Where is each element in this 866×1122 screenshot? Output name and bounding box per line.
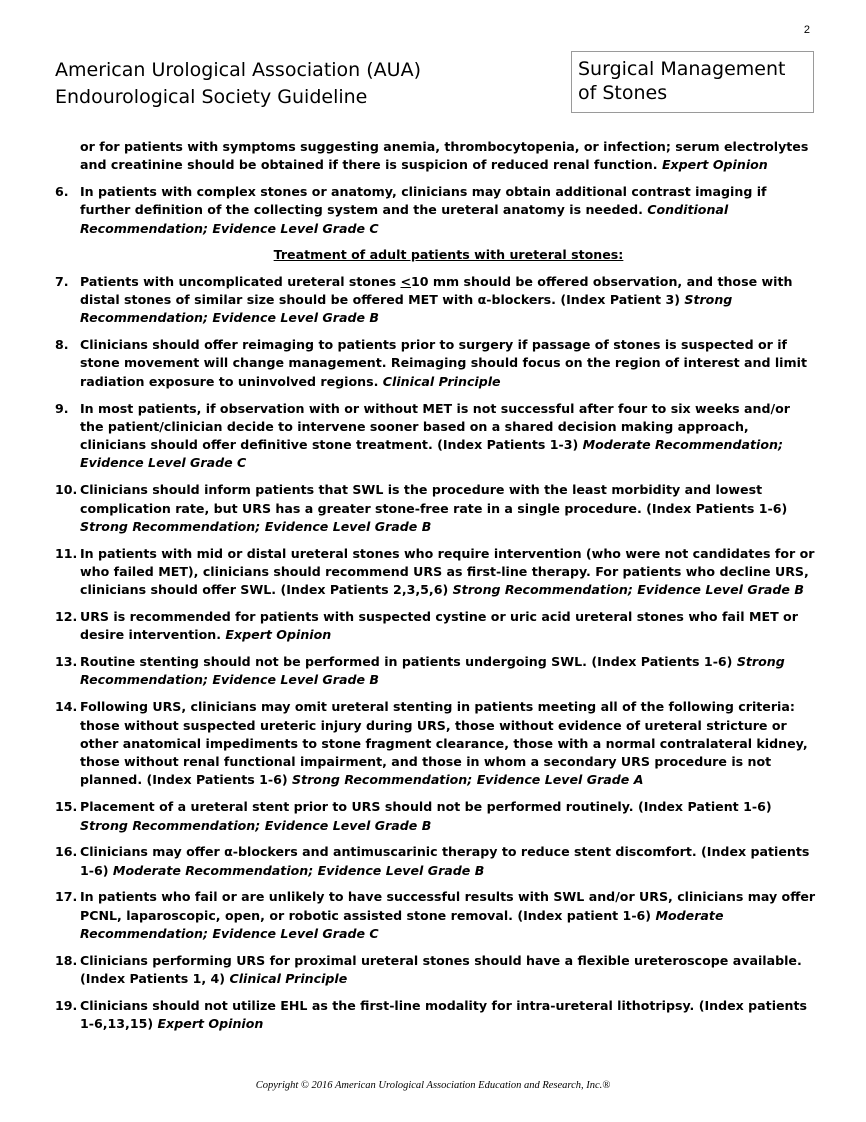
statement-text: Following URS, clinicians may omit ureteral stenting in patients meeting all of the following criteria: those without suspected ureteric injury during URS, those without evidence of ureteral stricture or other anatomical impediments to stone fragment clearance, those with a normal contralateral kidney, those without renal functional impairment, and those in whom a secondary URS procedure is not planned. (Index Patients 1-6) xyxy=(80,699,808,788)
statement-text: In patients who fail or are unlikely to have successful results with SWL and/or URS, clinicians may offer PCNL, laparoscopic, open, or robotic assisted stone removal. (Index patient 1-6) xyxy=(80,889,816,923)
recommendation-level: Moderate Recommendation; Evidence Level Grade C xyxy=(80,907,724,941)
recommendation-level: Clinical Principle xyxy=(382,373,501,389)
statement-text: In most patients, if observation with or without MET is not successful after four to six weeks and/or the patient/clinician decide to intervene sooner based on a shared decision making approach, clinicians should offer definitive stone treatment. (Index Patients 1-3) xyxy=(80,400,790,453)
statement-number: 11. xyxy=(55,545,78,561)
statement-number: 19. xyxy=(55,997,78,1013)
title-line-2: of Stones xyxy=(578,82,668,104)
recommendation-level: Expert Opinion xyxy=(225,627,332,643)
recommendation-level: Strong Recommendation; Evidence Level Grade B xyxy=(80,654,785,688)
recommendation-level: Clinical Principle xyxy=(229,971,348,987)
document-title-box xyxy=(571,51,814,113)
recommendation-level: Moderate Recommendation; Evidence Level Grade B xyxy=(112,862,485,878)
statement-10 xyxy=(55,481,817,536)
recommendation-level: Strong Recommendation; Evidence Level Grade B xyxy=(80,518,432,534)
statement-number: 9. xyxy=(55,400,69,416)
recommendation-level: Expert Opinion xyxy=(661,157,768,173)
recommendation-level: Strong Recommendation; Evidence Level Grade B xyxy=(452,582,804,598)
statement-text: Clinicians should offer reimaging to patients prior to surgery if passage of stones is suspected or if stone movement will change management. Reimaging should focus on the region of interest and limit radiation exposure to uninvolved regions. xyxy=(80,337,807,389)
recommendation-level: Conditional Recommendation; Evidence Level Grade C xyxy=(80,202,729,236)
continued-statement xyxy=(80,138,817,175)
statement-number: 8. xyxy=(55,337,69,353)
statement-19 xyxy=(55,997,817,1034)
statement-list xyxy=(55,336,817,1033)
less-than-or-equal-symbol: < xyxy=(400,273,412,289)
recommendation-level: Expert Opinion xyxy=(157,1016,264,1032)
statement-9 xyxy=(55,400,817,473)
org-line-1: American Urological Association (AUA) xyxy=(55,59,421,81)
statement-text: Clinicians should inform patients that SWL is the procedure with the least morbidity and lowest complication rate, but URS has a greater stone-free rate in a single procedure. (Index Patients 1-6) xyxy=(80,482,788,516)
statement-number: 18. xyxy=(55,952,78,968)
statement-8 xyxy=(55,336,817,391)
statement-14 xyxy=(55,698,817,789)
statement-6 xyxy=(55,183,817,238)
statement-number: 7. xyxy=(55,273,69,289)
org-line-2: Endourological Society Guideline xyxy=(55,86,368,108)
page-number: 2 xyxy=(803,24,810,36)
copyright-footer: Copyright © 2016 American Urological Association Education and Research, Inc.® xyxy=(255,1080,611,1091)
statement-text: In patients with complex stones or anatomy, clinicians may obtain additional contrast imaging if further definition of the collecting system and the ureteral anatomy is needed. xyxy=(80,184,767,218)
recommendation-level: Strong Recommendation; Evidence Level Grade A xyxy=(292,772,644,788)
statement-text: Clinicians may offer α-blockers and antimuscarinic therapy to reduce stent discomfort. (Index patients 1-6) xyxy=(80,844,810,878)
statement-number: 14. xyxy=(55,699,78,715)
title-line-1: Surgical Management xyxy=(578,58,786,80)
recommendation-level: Strong Recommendation; Evidence Level Grade B xyxy=(80,292,733,326)
statement-17 xyxy=(55,888,817,943)
section-heading: Treatment of adult patients with ureteral stones: xyxy=(273,246,624,262)
statement-number: 16. xyxy=(55,844,78,860)
statement-text-pre: Patients with uncomplicated ureteral stones xyxy=(80,273,401,289)
statement-11 xyxy=(55,545,817,600)
statement-text-post: 10 mm should be offered observation, and those with distal stones of similar size should be offered MET with α-blockers. (Index Patient 3) xyxy=(80,273,793,308)
statement-text: Routine stenting should not be performed in patients undergoing SWL. (Index Patients 1-6) xyxy=(80,654,733,670)
statement-text: In patients with mid or distal ureteral stones who require intervention (who were not candidates for or who failed MET), clinicians should recommend URS as first-line therapy. For patients who decline URS, clinicians should offer SWL. (Index Patients 2,3,5,6) xyxy=(80,545,815,598)
statement-number: 10. xyxy=(55,482,78,498)
statement-13 xyxy=(55,653,817,690)
statement-number: 6. xyxy=(55,184,69,200)
recommendation-level: Moderate Recommendation; Evidence Level Grade C xyxy=(80,437,784,471)
guideline-statements xyxy=(55,138,817,1033)
statement-text: or for patients with symptoms suggesting anemia, thrombocytopenia, or infection; serum electrolytes and creatinine should be obtained if there is suspicion of reduced renal function. xyxy=(80,139,809,173)
statement-number: 12. xyxy=(55,609,78,625)
organization-title xyxy=(55,57,421,111)
statement-18 xyxy=(55,952,817,989)
statement-text: Clinicians performing URS for proximal ureteral stones should have a flexible ureteroscope available. (Index Patients 1, 4) xyxy=(80,952,802,987)
statement-number: 17. xyxy=(55,889,78,905)
statement-16 xyxy=(55,843,817,880)
statement-15 xyxy=(55,798,817,835)
statement-7 xyxy=(55,273,817,328)
statement-text: Clinicians should not utilize EHL as the first-line modality for intra-ureteral lithotripsy. (Index patients 1-6,13,15) xyxy=(80,997,808,1032)
statement-text: Placement of a ureteral stent prior to URS should not be performed routinely. (Index Patient 1-6) xyxy=(80,799,772,815)
recommendation-level: Strong Recommendation; Evidence Level Grade B xyxy=(80,817,432,833)
statement-number: 15. xyxy=(55,799,78,815)
statement-12 xyxy=(55,608,817,645)
statement-number: 13. xyxy=(55,654,78,670)
statement-text: URS is recommended for patients with suspected cystine or uric acid ureteral stones who fail MET or desire intervention. xyxy=(80,609,798,643)
